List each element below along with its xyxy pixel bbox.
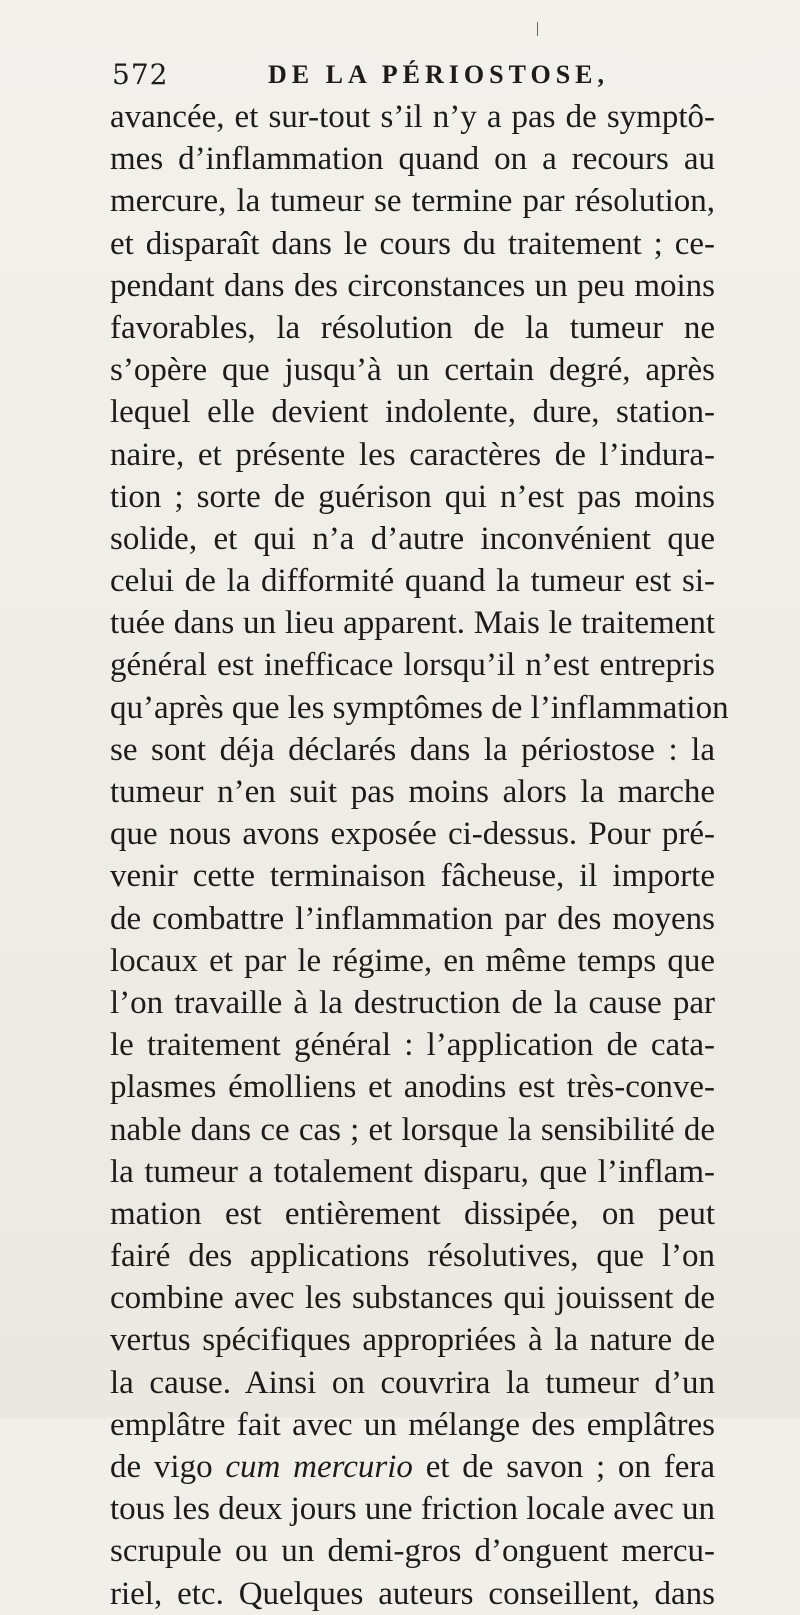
text-line: naire, et présente les caractères de l’indura-: [110, 436, 715, 473]
text-line: mation est entièrement dissipée, on peut: [110, 1195, 715, 1232]
text-line: qu’après que les symptômes de l’inflammation: [110, 689, 729, 726]
text-line-with-italic: [110, 1446, 715, 1488]
text-line: la tumeur a totalement disparu, que l’inflam-: [110, 1153, 715, 1190]
latin-italic-phrase: cum mercurio: [225, 1449, 413, 1485]
text-line: scrupule ou un demi-gros d’onguent mercu-: [110, 1533, 715, 1570]
text-line: mercure, la tumeur se termine par résolution,: [110, 183, 715, 220]
text-line: lequel elle devient indolente, dure, station-: [110, 394, 715, 431]
running-header: [112, 58, 732, 98]
text-line: favorables, la résolution de la tumeur ne: [110, 309, 715, 346]
text-line: de combattre l’inflammation par des moyens: [110, 900, 715, 937]
text-segment: de vigo: [110, 1449, 226, 1485]
text-line: l’on travaille à la destruction de la cause par: [110, 984, 715, 1021]
page-number: 572: [112, 58, 169, 91]
text-line: s’opère que jusqu’à un certain degré, après: [110, 352, 715, 389]
margin-mark: [537, 22, 538, 36]
text-line: venir cette terminaison fâcheuse, il importe: [110, 858, 715, 895]
text-line: nable dans ce cas ; et lorsque la sensibilité de: [110, 1111, 715, 1148]
text-line: général est inefficace lorsqu’il n’est entrepris: [110, 647, 715, 684]
text-line: riel, etc. Quelques auteurs conseillent, dans: [110, 1575, 715, 1612]
text-line: tumeur n’en suit pas moins alors la marche: [110, 774, 715, 810]
text-line: la cause. Ainsi on couvrira la tumeur d’un: [110, 1364, 715, 1401]
text-line: se sont déja déclarés dans la périostose : la: [110, 731, 715, 768]
text-line: plasmes émolliens et anodins est très-conve-: [110, 1069, 715, 1106]
text-line: combine avec les substances qui jouissent de: [110, 1280, 715, 1317]
text-line: tion ; sorte de guérison qui n’est pas moins: [110, 478, 715, 515]
text-line: vertus spécifiques appropriées à la nature de: [110, 1322, 715, 1359]
text-line: tous les deux jours une friction locale avec un: [110, 1491, 715, 1528]
text-line: locaux et par le régime, en même temps que: [110, 942, 715, 979]
text-line: celui de la difformité quand la tumeur est si-: [110, 563, 715, 600]
text-line: solide, et qui n’a d’autre inconvénient que: [110, 520, 715, 557]
text-line: tuée dans un lieu apparent. Mais le traitement: [110, 605, 715, 642]
text-line: le traitement général : l’application de cata-: [110, 1027, 715, 1064]
text-line: avancée, et sur-tout s’il n’y a pas de symptô-: [110, 99, 715, 135]
running-title: DE LA PÉRIOSTOSE,: [268, 60, 610, 89]
text-line: emplâtre fait avec un mélange des emplâtres: [110, 1406, 715, 1443]
text-line: pendant dans des circonstances un peu moins: [110, 267, 715, 304]
text-segment: et de savon ; on fera: [412, 1449, 715, 1485]
text-line: fairé des applications résolutives, que l’on: [110, 1238, 715, 1275]
body-text: [110, 96, 729, 1615]
text-line: et disparaît dans le cours du traitement ; ce-: [110, 225, 715, 262]
text-line: que nous avons exposée ci-dessus. Pour pré-: [110, 816, 715, 853]
text-line: mes d’inflammation quand on a recours au: [110, 141, 715, 178]
